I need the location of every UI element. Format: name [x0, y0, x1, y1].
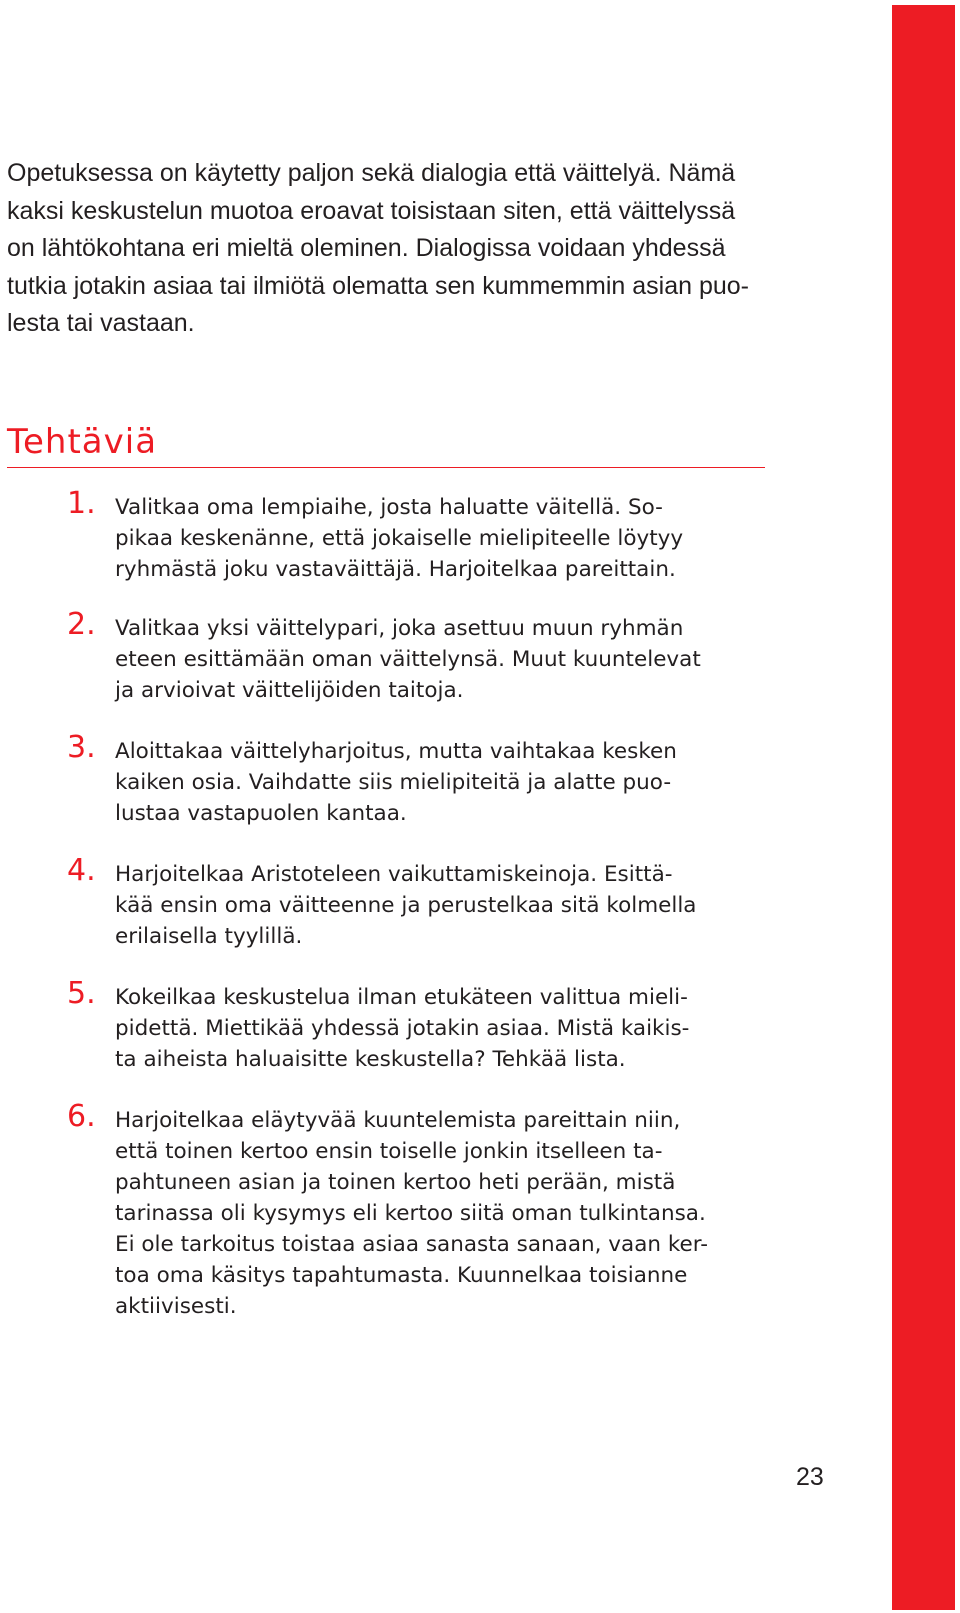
task-number: 6. [67, 1099, 96, 1134]
task-number: 3. [67, 730, 96, 765]
intro-line: tutkia jotakin asiaa tai ilmiötä olematta sen kummemmin asian puo- [7, 271, 750, 300]
intro-line: on lähtökohtana eri mieltä oleminen. Dialogissa voidaan yhdessä [7, 234, 726, 262]
task-line: ryhmästä joku vastaväittäjä. Harjoitelkaa pareittain. [115, 557, 676, 582]
task-number: 4. [67, 853, 96, 888]
task-line: erilaisella tyylillä. [115, 924, 303, 949]
task-line: pidettä. Miettikää yhdessä jotakin asiaa. Mistä kaikis- [115, 1016, 690, 1041]
task-line: Harjoitelkaa eläytyvää kuuntelemista pareittain niin, [115, 1108, 681, 1133]
task-line: toa oma käsitys tapahtumasta. Kuunnelkaa toisianne [115, 1263, 688, 1288]
task-line: ja arvioivat väittelijöiden taitoja. [115, 678, 464, 703]
task-text [115, 859, 755, 952]
task-line: ta aiheista haluaisitte keskustella? Tehkää lista. [115, 1047, 626, 1072]
task-line: aktiivisesti. [115, 1294, 237, 1319]
task-line: pahtuneen asian ja toinen kertoo heti perään, mistä [115, 1170, 676, 1195]
task-line: Harjoitelkaa Aristoteleen vaikuttamiskeinoja. Esittä- [115, 862, 673, 887]
task-number: 1. [67, 486, 96, 521]
task-line: että toinen kertoo ensin toiselle jonkin itselleen ta- [115, 1139, 663, 1164]
task-line: kaiken osia. Vaihdatte siis mielipiteitä ja alatte puo- [115, 770, 672, 795]
task-line: Aloittakaa väittelyharjoitus, mutta vaihtakaa kesken [115, 739, 677, 764]
task-line: Valitkaa oma lempiaihe, josta haluatte väitellä. So- [115, 495, 663, 520]
intro-line: kaksi keskustelun muotoa eroavat toisistaan siten, että väittelyssä [7, 196, 736, 225]
task-line: lustaa vastapuolen kantaa. [115, 801, 407, 826]
task-text [115, 492, 755, 585]
task-text [115, 1105, 755, 1322]
task-line: tarinassa oli kysymys eli kertoo siitä oman tulkintansa. [115, 1201, 706, 1226]
section-heading: Tehtäviä [7, 422, 158, 462]
task-text [115, 982, 755, 1075]
task-line: Kokeilkaa keskustelua ilman etukäteen valittua mieli- [115, 985, 688, 1010]
task-text [115, 613, 755, 706]
task-number: 2. [67, 607, 96, 642]
intro-line: lesta tai vastaan. [7, 309, 195, 337]
task-line: Ei ole tarkoitus toistaa asiaa sanasta sanaan, vaan ker- [115, 1232, 708, 1257]
task-line: Valitkaa yksi väittelypari, joka asettuu muun ryhmän [115, 616, 684, 641]
side-color-bar [892, 5, 955, 1610]
task-text [115, 736, 755, 829]
task-line: eteen esittämään oman väittelynsä. Muut kuuntelevat [115, 647, 701, 672]
task-line: pikaa keskenänne, että jokaiselle mielipiteelle löytyy [115, 526, 684, 551]
task-number: 5. [67, 976, 96, 1011]
task-line: kää ensin oma väitteenne ja perustelkaa sitä kolmella [115, 893, 697, 918]
page-number: 23 [796, 1463, 824, 1491]
intro-line: Opetuksessa on käytetty paljon sekä dialogia että väittelyä. Nämä [7, 159, 736, 187]
